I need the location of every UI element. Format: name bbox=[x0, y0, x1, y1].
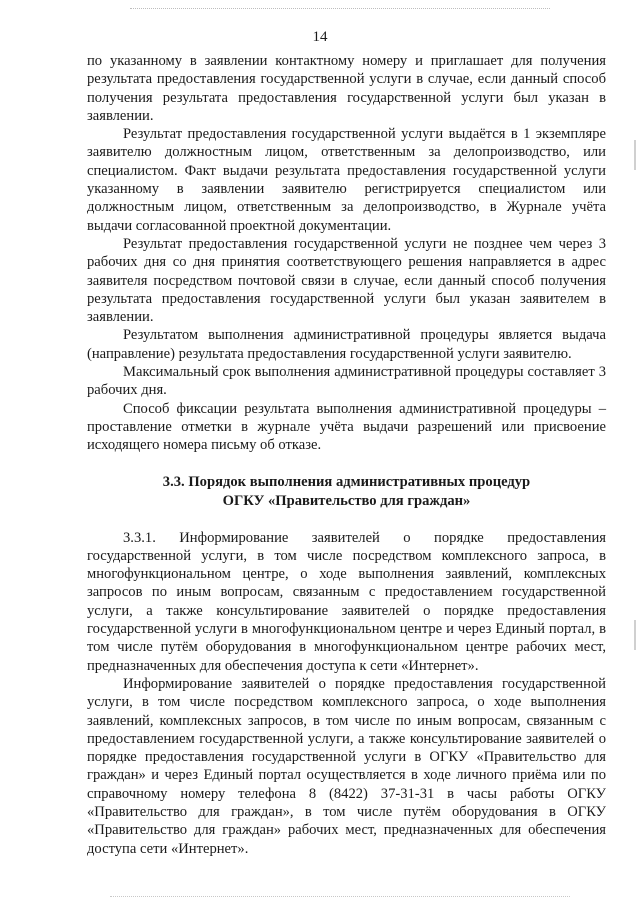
paragraph: Способ фиксации результата выполнения административной процедуры – проставление отметки в журнале учёта выдачи разрешений или присвоение исходящего номера письму об отказе. bbox=[87, 400, 606, 454]
paragraph: по указанному в заявлении контактному номеру и приглашает для получения результата предоставления государственной услуги в случае, если данный способ получения результата предоставления государственной услуги был указан в заявлении. bbox=[87, 53, 606, 124]
paragraph: Результат предоставления государственной услуги не позднее чем через 3 рабочих дня со дня принятия соответствующего решения направляется в адрес заявителя посредством почтовой связи в случае, если данный способ получения результата предоставления государственной услуги был указан заявителем в заявлении. bbox=[87, 235, 606, 326]
section-heading-line: 3.3. Порядок выполнения административных процедур bbox=[162, 473, 531, 490]
paragraph: Результат предоставления государственной услуги выдаётся в 1 экземпляре заявителю должностным лицом, ответственным за делопроизводство, или специалистом. Факт выдачи результата предоставления государственной услуги указанному в заявлении заявителю регистрируется специалистом или должностным лицом, ответственным за делопроизводство, в Журнале учёта выдачи согласованной проектной документации. bbox=[87, 126, 606, 234]
paragraph: Информирование заявителей о порядке предоставления государственной услуги, в том числе посредством комплексного запроса, о ходе выполнения заявлений, комплексных запросов, в том числе по иным вопросам, связанным с предоставлением государственной услуги, а также консультирование заявителей о порядке предоставления государственной услуги в ОГКУ «Правительство для граждан» и через Единый портал осуществляется в ходе личного приёма или по справочному номеру телефона 8 (8422) 37-31-31 в часы работы ОГКУ «Правительство для граждан», в том числе путём оборудования в ОГКУ «Правительство для граждан» рабочих мест, предназначенных для обеспечения доступа сети «Интернет». bbox=[87, 675, 606, 857]
scan-artifact-bottom bbox=[110, 896, 570, 899]
page-number: 14 bbox=[312, 29, 328, 45]
section-heading bbox=[87, 473, 606, 511]
paragraph: Максимальный срок выполнения административной процедуры составляет 3 рабочих дня. bbox=[87, 364, 606, 399]
scan-artifact-top bbox=[130, 8, 550, 11]
paragraph: Результатом выполнения административной процедуры является выдача (направление) результата предоставления государственной услуги заявителю. bbox=[87, 327, 606, 362]
paragraph: 3.3.1. Информирование заявителей о порядке предоставления государственной услуги, в том числе посредством комплексного запроса, в многофункциональном центре, о ходе выполнения заявлений, комплексных запросов по иным вопросам, связанным с предоставлением государственной услуги, а также консультирование заявителей о порядке предоставления государственной услуги в многофункциональном центре и через Единый портал, в том числе путём оборудования в многофункциональном центре рабочих мест, предназначенных для обеспечения доступа к сети «Интернет». bbox=[87, 529, 606, 674]
scan-edge-mark bbox=[634, 140, 636, 170]
section-heading-line: ОГКУ «Правительство для граждан» bbox=[222, 492, 471, 509]
scan-edge-mark bbox=[634, 620, 636, 650]
document-body bbox=[87, 52, 606, 858]
